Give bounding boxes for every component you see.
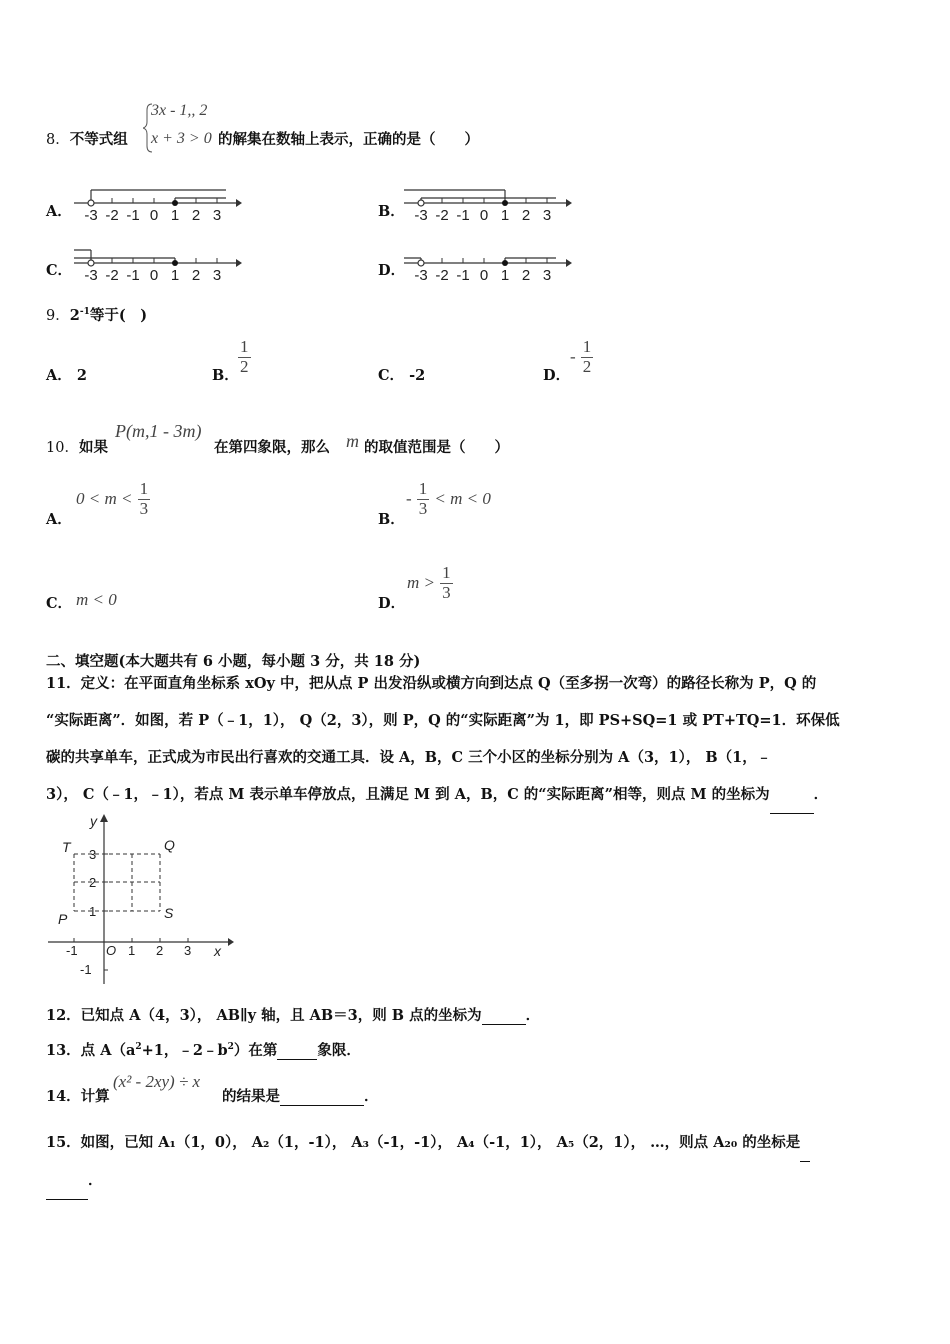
q9-option-a: A． 2 [46,367,87,384]
tick-label: -1 [456,267,470,284]
y-tick-1: 1 [89,904,97,919]
q11-line1: 11．定义：在平面直角坐标系 xOy 中，把从点 P 出发沿纵或横方向到达点 Q（至多拐一次弯）的路径长称为 P，Q 的 [46,675,817,692]
axis-arrow-icon [566,199,572,207]
point-Q-label: Q [164,837,175,853]
q11-figure [44,810,234,990]
q14-answer-blank[interactable] [280,1088,364,1106]
q8-option-d-label: D． [378,262,406,279]
tick-label: 2 [191,267,201,284]
q10-stem-tail: 的取值范围是（ ） [364,439,509,456]
tick-label: 1 [170,207,180,224]
tick-label: -1 [126,267,140,284]
closed-dot [502,260,508,266]
q15-answer-blank-b[interactable] [46,1162,88,1200]
x-axis-arrow-icon [228,938,234,946]
tick-label: 1 [170,267,180,284]
q10-stem-mid: 在第四象限，那么 [214,439,330,456]
tick-label: 3 [542,267,552,284]
tick-label: 0 [149,267,159,284]
q11-text [46,665,908,814]
q10-var: m [346,431,359,451]
q10-point: P(m,1 - 3m) [115,421,202,441]
q8-system [143,100,223,156]
y-axis-label: y [90,813,97,829]
q10-option-d-expr: m > $\frac{1}{3}$ [407,563,451,602]
q15-answer-blank-a[interactable] [800,1124,810,1162]
x-tick-neg1: -1 [66,943,78,958]
tick-label: 2 [521,267,531,284]
q10-option-a-label: A． [46,511,72,528]
tick-label: -1 [456,207,470,224]
tick-label: -3 [414,207,428,224]
point-P-label: P [58,911,68,927]
q8-numberline-a [70,176,250,226]
tick-label: 1 [500,267,510,284]
tick-label: -3 [84,207,98,224]
x-tick-1: 1 [128,943,136,958]
open-dot [418,200,424,206]
q8-option-a-label: A． [46,203,72,220]
sys-line1: 3x - 1,, 2 [151,102,208,119]
q11-line4: 3）， C（﹣1，﹣1），若点 M 表示单车停放点，且满足 M 到 A，B，C 的“实际距离”相等，则点 M 的坐标为 ． [46,776,908,814]
q9-option-b-frac: $\frac{1}{2}$ [240,337,249,376]
y-tick-3: 3 [89,847,97,862]
q10-option-d-label: D． [378,595,406,612]
x-axis-label: x [214,943,221,959]
q8-stem: 8．不等式组 [46,131,128,148]
y-tick-neg1: -1 [80,962,92,977]
q9-stem: 9．$2^{-1}$等于( ) [46,307,148,324]
q8-option-b-label: B． [378,203,405,220]
origin-label: O [106,943,117,958]
open-dot [418,260,424,266]
q10-option-b-label: B． [378,511,405,528]
q10-option-b-expr: - $\frac{1}{3}$ < m < 0 [406,479,491,518]
tick-label: 3 [212,267,222,284]
q10-option-a-expr: 0 < m < $\frac{1}{3}$ [76,479,149,518]
tick-label: 2 [521,207,531,224]
tick-label: -3 [84,267,98,284]
q10-stem-lead: 10．如果 [46,439,108,456]
q8-tail: 的解集在数轴上表示，正确的是（ ） [218,131,479,148]
q11-line3: 碳的共享单车，正式成为市民出行喜欢的交通工具．设 A，B，C 三个小区的坐标分别为 A（3，1）， B（1，﹣ [46,749,772,766]
closed-dot [172,200,178,206]
q13-answer-blank[interactable] [277,1042,317,1060]
sys-line2: x + 3 > 0 [151,130,212,147]
closed-dot [502,200,508,206]
q8-numberline-c [70,236,250,286]
q10-option-c-expr: m < 0 [76,590,117,609]
q9-option-d-frac: - $\frac{1}{2}$ [570,337,592,376]
tick-label: 3 [542,207,552,224]
q15-text: 15．如图，已知 A₁（1，0）， A₂（1，-1）， A₃（-1，-1）， A₄（-1，1）， A₅（2，1）， …，则点 A₂₀ 的坐标是 ． [46,1124,908,1200]
tick-label: -2 [435,207,449,224]
x-tick-3: 3 [184,943,192,958]
q9-option-d-label: D． [543,367,571,384]
q14-pre: 14．计算 [46,1088,110,1105]
tick-label: 2 [191,207,201,224]
tick-label: -2 [435,267,449,284]
q12-text: 12．已知点 A（4，3）， AB∥y 轴，且 AB＝3，则 B 点的坐标为 ． [46,1007,541,1024]
tick-label: -2 [105,267,119,284]
q9-option-c: C． -2 [378,367,426,384]
point-T-label: T [62,839,71,855]
q10-option-c-label: C． [46,595,73,612]
axis-arrow-icon [566,259,572,267]
q12-answer-blank[interactable] [482,1007,526,1025]
q8-option-c-label: C． [46,262,73,279]
q14-expr: (x² - 2xy) ÷ x [113,1072,201,1091]
axis-arrow-icon [236,199,242,207]
open-dot [88,260,94,266]
tick-label: -3 [414,267,428,284]
section-title: 二、填空题(本大题共有 6 小题，每小题 3 分，共 18 分) [46,653,421,670]
q9-option-b-label: B． [212,367,239,384]
point-S-label: S [164,905,174,921]
tick-label: 0 [149,207,159,224]
tick-label: -2 [105,207,119,224]
q11-answer-blank[interactable] [770,776,814,814]
tick-label: -1 [126,207,140,224]
closed-dot [172,260,178,266]
tick-label: 1 [500,207,510,224]
tick-label: 0 [479,207,489,224]
tick-label: 3 [212,207,222,224]
dashed-grid [74,854,160,911]
q8-numberline-b [400,176,580,226]
x-tick-2: 2 [156,943,164,958]
axis-arrow-icon [236,259,242,267]
y-tick-2: 2 [89,875,97,890]
q11-line2: “实际距离”．如图，若 P（﹣1，1）， Q（2，3），则 P，Q 的“实际距离”为 1，即 PS+SQ=1 或 PT+TQ=1．环保低 [46,712,840,729]
q13-text: 13．点 $A(a^2+1$，$﹣2﹣b^2$）在第 象限． [46,1042,361,1059]
q8-numberline-d [400,236,580,286]
tick-label: 0 [479,267,489,284]
open-dot [88,200,94,206]
y-axis-arrow-icon [100,814,108,822]
q14-post: 的结果是 ． [222,1088,379,1105]
